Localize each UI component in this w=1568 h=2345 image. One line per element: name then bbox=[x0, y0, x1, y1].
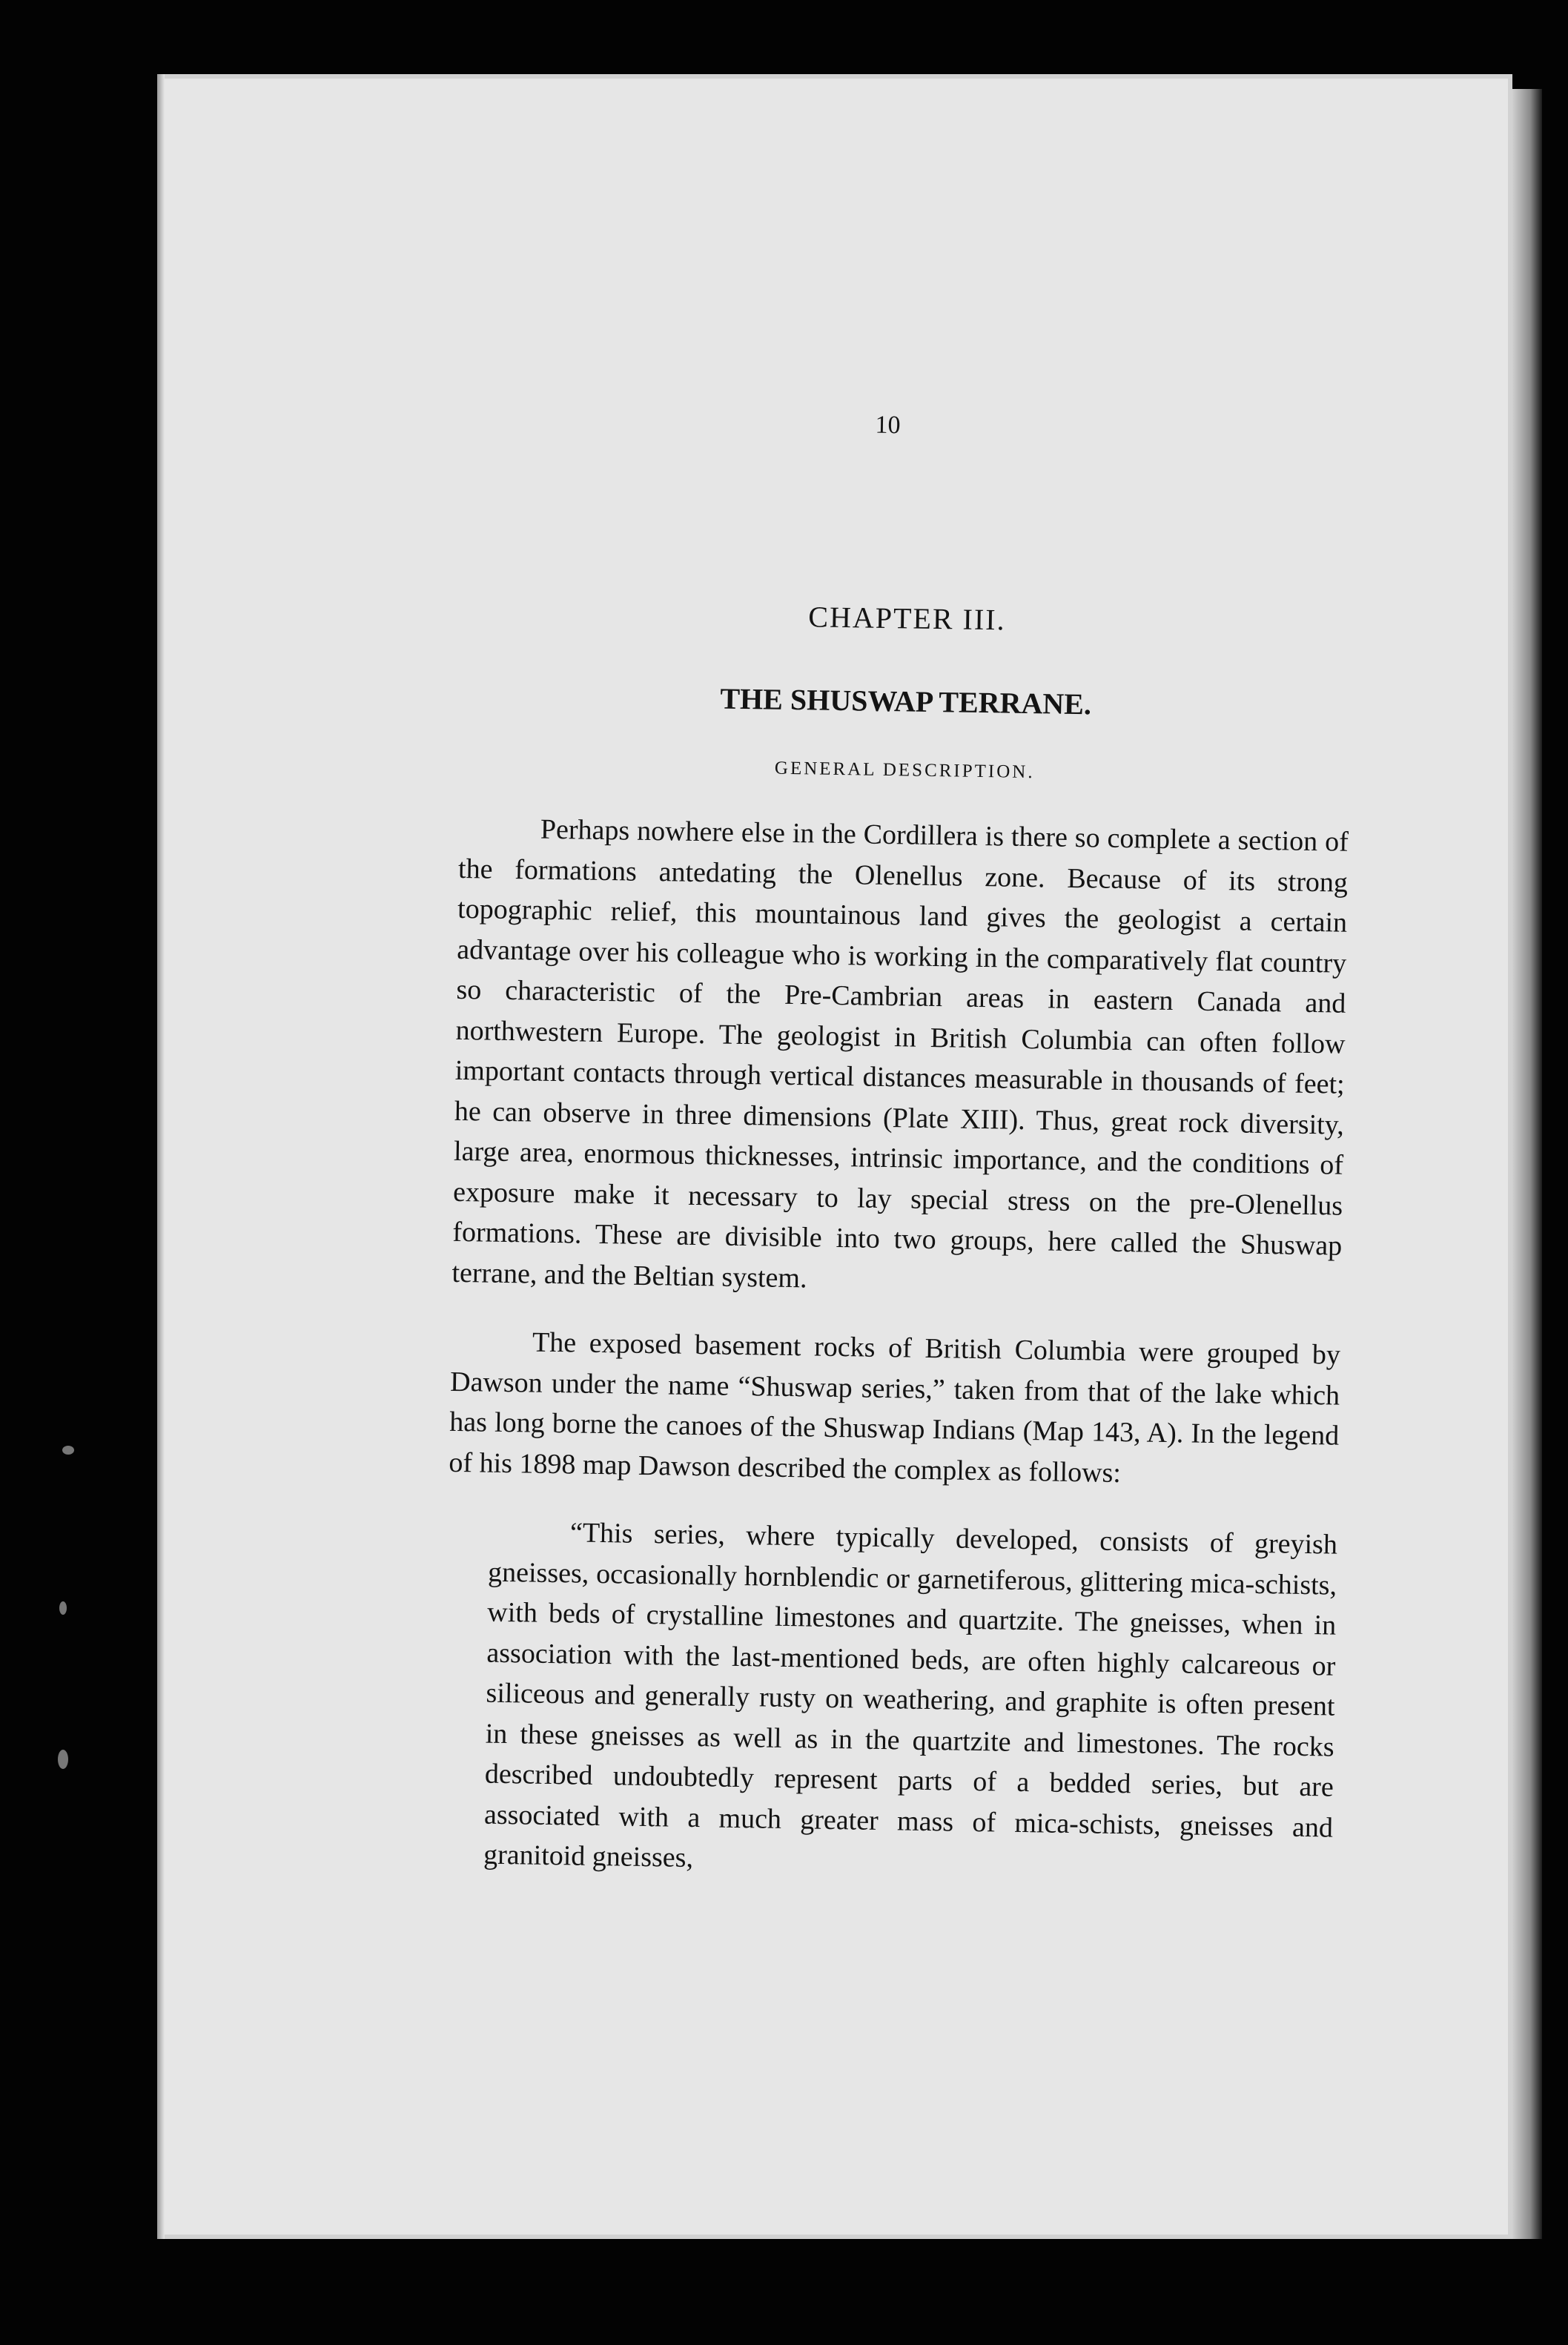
section-heading: GENERAL DESCRIPTION. bbox=[774, 758, 1035, 783]
paragraph: The exposed basement rocks of British Columbia were grouped by Dawson under the name “Shuswap series,” taken from that of the lake which has long borne the canoes of the Shuswap Indians (Map 143, A). In the legend of his 1898 map Dawson described the complex as follows: bbox=[449, 1326, 1341, 1489]
scan-speck bbox=[59, 1601, 67, 1615]
page-number: 10 bbox=[875, 411, 901, 440]
paragraph: Perhaps nowhere else in the Cordillera is there so complete a section of the formations antedating the Olenellus zone. Because of its strong topographic relief, this mountainous land gives the geologist a certain advantage over his colleague who is working in the comparatively flat country so characteristic of the Pre-Cambrian areas in eastern Canada and northwestern Europe. The geologist in British Columbia can often follow important contacts through vertical distances measurable in thousands of feet; he can observe in three dimensions (Plate XIII). Thus, great rock diversity, large area, enormous thicknesses, intrinsic importance, and the conditions of exposure make it necessary to lay special stress on the pre-Olenellus formations. These are divisible into two groups, here called the Shuswap terrane, and the Beltian system. bbox=[451, 813, 1349, 1294]
page-text bbox=[442, 400, 1355, 1916]
adjacent-page-edge bbox=[1512, 89, 1542, 2239]
chapter-heading: CHAPTER III. bbox=[808, 600, 1006, 637]
scan-speck bbox=[58, 1750, 68, 1769]
page-gutter-shadow bbox=[157, 74, 165, 2239]
scan-speck bbox=[62, 1446, 74, 1455]
block-quote: “This series, where typically developed, consists of greyish gneisses, occasionally hornblendic or garnetiferous, glittering mica-schists, with beds of crystalline limestones and quartzite. The gneisses, when in association with the last-mentioned beds, are often highly calcareous or siliceous and generally rusty on weathering, and graphite is often present in these gneisses as well as in the quartzite and limestones. The rocks described undoubtedly represent parts of a bedded series, but are associated with a much greater mass of mica-schists, gneisses and granitoid gneisses, bbox=[483, 1517, 1338, 1874]
chapter-title: THE SHUSWAP TERRANE. bbox=[720, 681, 1092, 721]
